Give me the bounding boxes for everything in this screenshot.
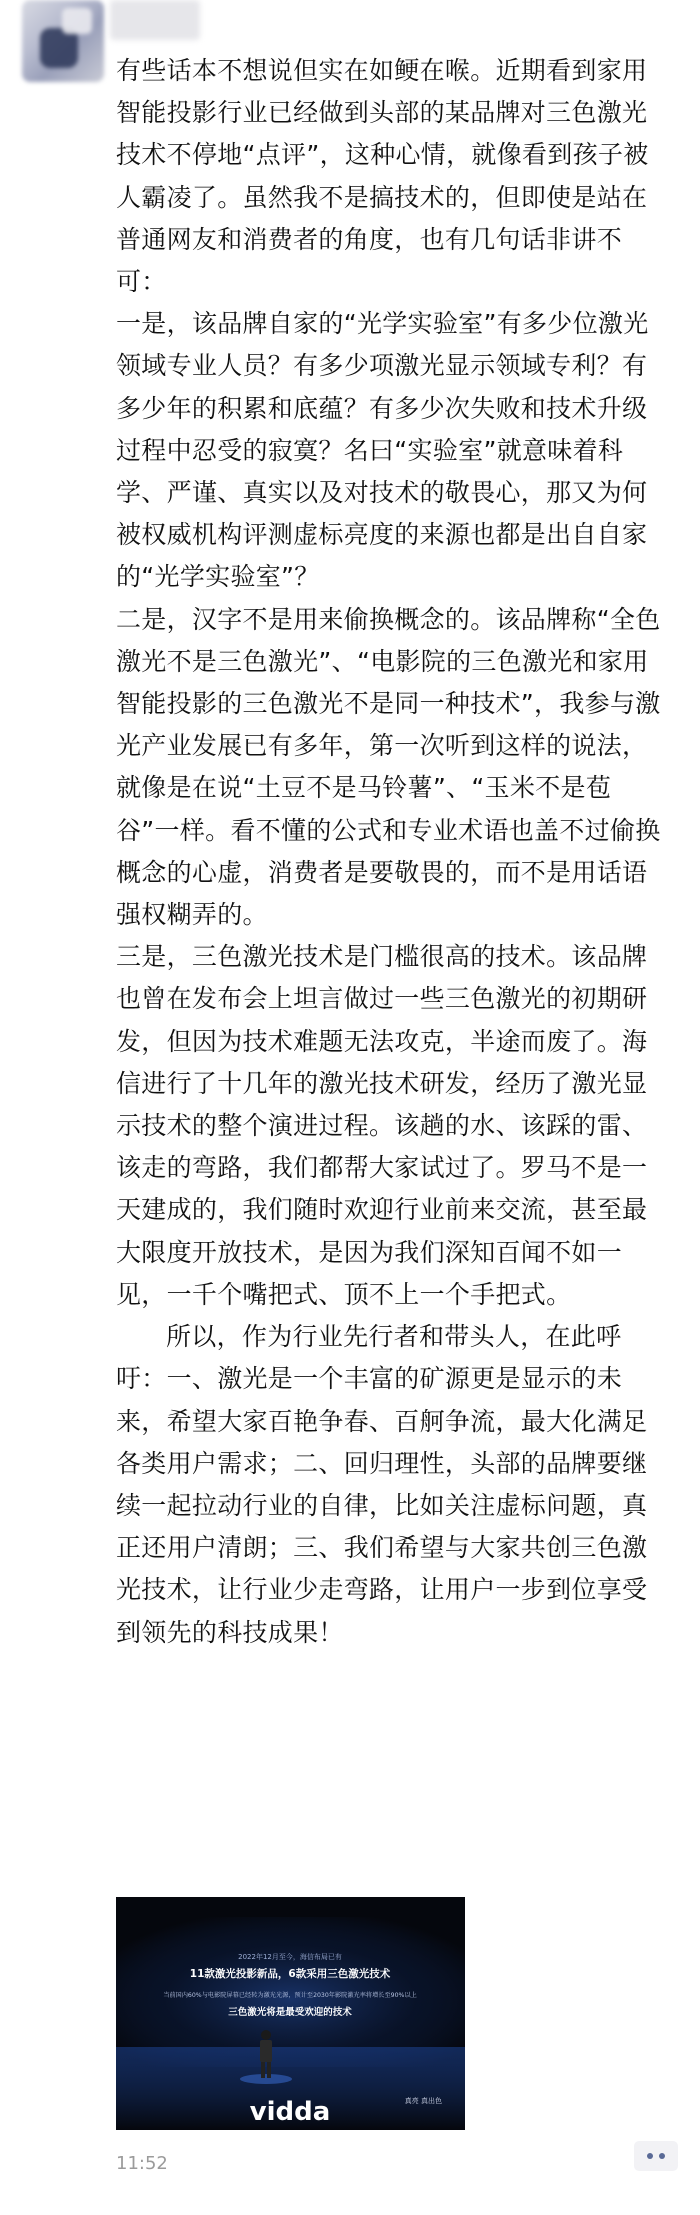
post-paragraph-3: 二是，汉字不是用来偷换概念的。该品牌称“全色激光不是三色激光”、“电影院的三色激光和家用智能投影的三色激光不是同一种技术”，我参与激光产业发展已有多年，第一次听到这样的说法，就像是在说“土豆不是马铃薯”、“玉米不是苞谷”一样。看不懂的公式和专业术语也盖不过偷换概念的心虚，消费者是要敬畏的，而不是用话语强权糊弄的。 [116,604,661,930]
post-paragraph-2: 一是，该品牌自家的“光学实验室”有多少位激光领域专业人员？有多少项激光显示领域专利？有多少年的积累和底蕴？有多少次失败和技术升级过程中忍受的寂寞？名曰“实验室”就意味着科学、严谨、真实以及对技术的敬畏心，那又为何被权威机构评测虚标亮度的来源也都是出自自家的“光学实验室”？ [116,309,649,592]
post-paragraph-1: 有些话本不想说但实在如鲠在喉。近期看到家用智能投影行业已经做到头部的某品牌对三色激光技术不停地“点评”，这种心情，就像看到孩子被人霸凌了。虽然我不是搞技术的，但即使是站在普通网友和消费者的角度，也有几句话非讲不可： [116,56,649,297]
post-body [116,50,662,1654]
author-avatar[interactable] [22,0,104,82]
image-brand-tagline: 真亮 真出色 [404,2097,442,2105]
post-paragraph-5: 所以，作为行业先行者和带头人，在此呼吁：一、激光是一个丰富的矿源更是显示的未来，希望大家百艳争春、百舸争流，最大化满足各类用户需求；二、回归理性，头部的品牌要继续一起拉动行业的自律，比如关注虚标问题，真正还用户清朗；三、我们希望与大家共创三色激光技术，让行业少走弯路，让用户一步到位享受到领先的科技成果！ [116,1322,648,1647]
post-image[interactable] [116,1897,465,2130]
image-headline: 11款激光投影新品，6款采用三色激光技术 [189,1968,391,1980]
more-dots-icon [647,2153,653,2159]
image-date-line: 2022年12月至今，海信布局已有 [238,1953,342,1961]
author-name-blurred[interactable] [110,0,200,40]
more-dot-2 [659,2153,665,2159]
post-time: 11:52 [116,2153,168,2174]
vidda-logo: vidda [249,2097,331,2127]
image-subline: 当前国内60%与电影院屏幕已经转为激光光源，预计至2030年影院激光率将增长至90%以上 [163,1992,417,1999]
post-paragraph-4: 三是，三色激光技术是门槛很高的技术。该品牌也曾在发布会上坦言做过一些三色激光的初期研发，但因为技术难题无法攻克，半途而废了。海信进行了十几年的激光技术研发，经历了激光显示技术的整个演进过程。该趟的水、该踩的雷、该走的弯路，我们都帮大家试过了。罗马不是一天建成的，我们随时欢迎行业前来交流，甚至最大限度开放技术，是因为我们深知百闻不如一见，一千个嘴把式、顶不上一个手把式。 [116,942,648,1309]
more-options-button[interactable] [634,2141,678,2171]
image-highlight: 三色激光将是最受欢迎的技术 [228,2007,352,2018]
